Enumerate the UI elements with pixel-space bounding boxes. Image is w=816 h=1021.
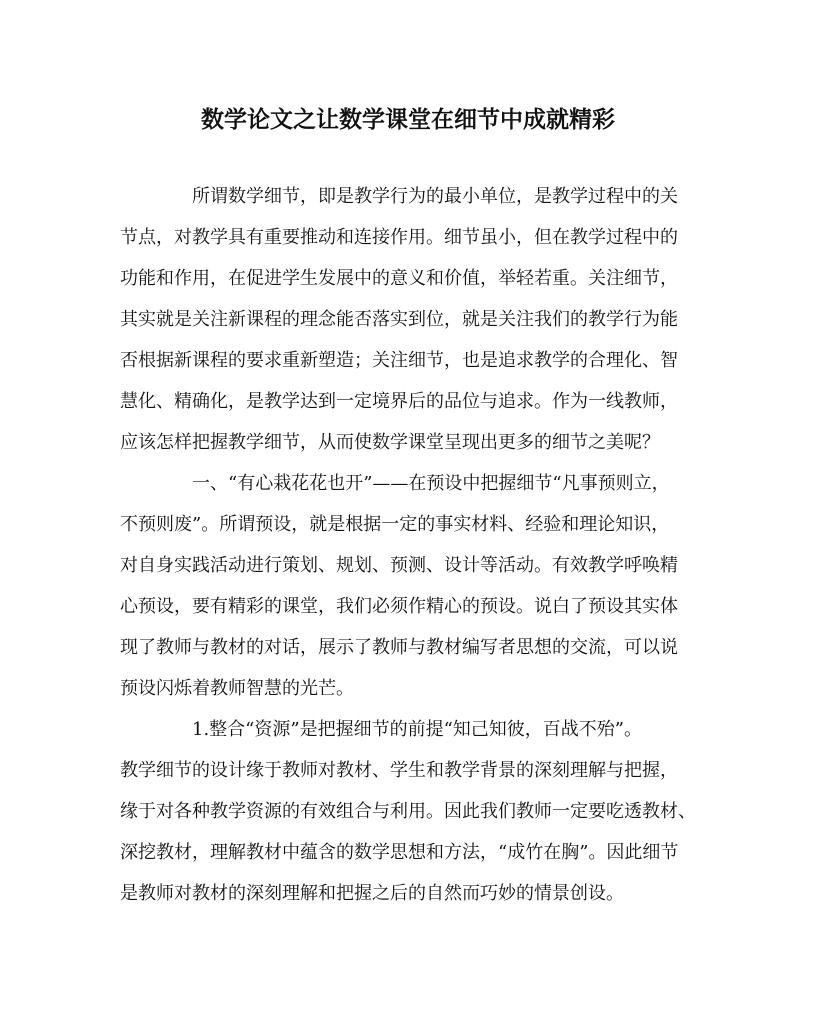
paragraph-1-line-5: 否根据新课程的要求重新塑造；关注细节，也是追求教学的合理化、智: [120, 350, 678, 371]
paragraph-1-line-3: 功能和作用，在促进学生发展中的意义和价值，举轻若重。关注细节，: [120, 268, 678, 289]
paragraph-2-line-1: 一、“有心栽花花也开”——在预设中把握细节“凡事预则立，: [192, 473, 670, 494]
paragraph-2-line-3: 对自身实践活动进行策划、规划、预测、设计等活动。有效教学呼唤精: [120, 555, 678, 576]
paragraph-2-line-5: 现了教师与教材的对话，展示了教师与教材编写者思想的交流，可以说: [120, 637, 678, 658]
paragraph-3-line-2: 教学细节的设计缘于教师对教材、学生和教学背景的深刻理解与把握，: [120, 760, 678, 781]
paragraph-3-line-1: 1.整合“资源”是把握细节的前提“知己知彼，百战不殆”。: [192, 719, 642, 740]
paragraph-3-line-3: 缘于对各种教学资源的有效组合与利用。因此我们教师一定要吃透教材、: [120, 801, 696, 822]
paragraph-1-line-4: 其实就是关注新课程的理念能否落实到位，就是关注我们的教学行为能: [120, 309, 678, 330]
paragraph-1-line-2: 节点，对教学具有重要推动和连接作用。细节虽小，但在教学过程中的: [120, 227, 678, 248]
paragraph-2-line-6: 预设闪烁着教师智慧的光芒。: [120, 678, 354, 699]
document-title: 数学论文之让数学课堂在细节中成就精彩: [201, 107, 615, 133]
paragraph-1-line-7: 应该怎样把握教学细节，从而使数学课堂呈现出更多的细节之美呢？: [120, 432, 660, 453]
paragraph-2-line-2: 不预则废”。所谓预设，就是根据一定的事实材料、经验和理论知识，: [120, 514, 670, 535]
paragraph-1-line-6: 慧化、精确化，是教学达到一定境界后的品位与追求。作为一线教师，: [120, 391, 678, 412]
paragraph-2-line-4: 心预设，要有精彩的课堂，我们必须作精心的预设。说白了预设其实体: [120, 596, 678, 617]
paragraph-3-line-4: 深挖教材，理解教材中蕴含的数学思想和方法，“成竹在胸”。因此细节: [120, 842, 679, 863]
paragraph-1-line-1: 所谓数学细节，即是教学行为的最小单位，是教学过程中的关: [192, 186, 678, 207]
paragraph-3-line-5: 是教师对教材的深刻理解和把握之后的自然而巧妙的情景创设。: [120, 883, 624, 904]
